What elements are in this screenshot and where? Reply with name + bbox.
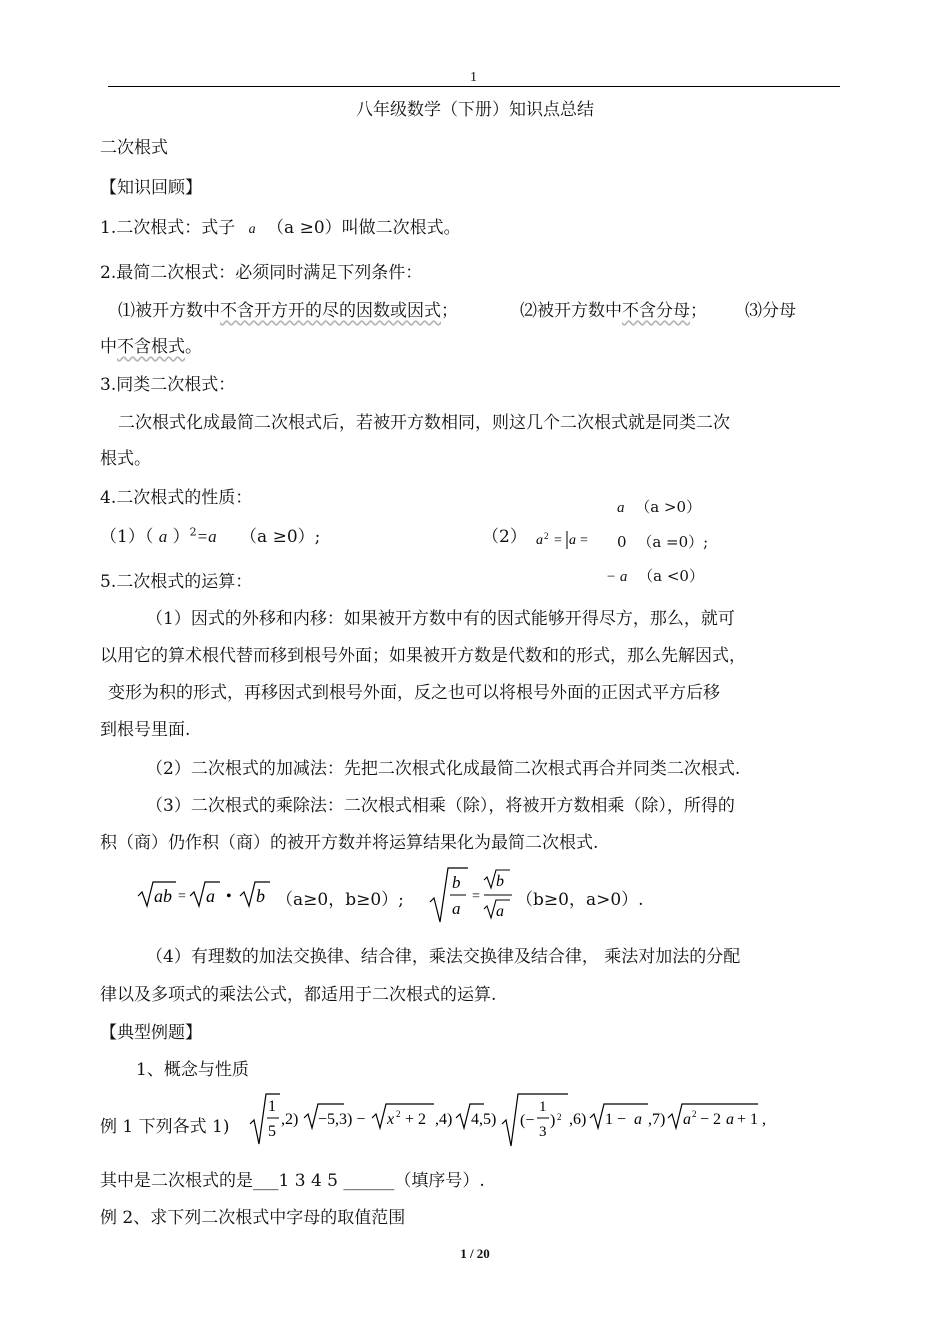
- def2-c2-a: ⑵被开方数中: [520, 301, 622, 321]
- case1-val: a: [617, 500, 625, 516]
- svg-text:a: a: [496, 903, 504, 920]
- section-heading: 二次根式: [100, 138, 168, 158]
- svg-text:ab: ab: [154, 886, 172, 906]
- svg-text:1 −: 1 −: [605, 1111, 627, 1128]
- case2-cond: （a =0）;: [637, 533, 709, 551]
- svg-text:,4): ,4): [435, 1111, 453, 1128]
- svg-text:•: •: [226, 888, 232, 905]
- footer-page: 1 / 20: [460, 1246, 490, 1261]
- svg-text:=: =: [580, 533, 588, 548]
- svg-text:b: b: [256, 886, 265, 906]
- formula-quotient-cond: （b≥0，a>0）.: [516, 890, 644, 910]
- formula-quotient: [428, 864, 518, 931]
- ex2: 例 2、求下列二次根式中字母的取值范围: [100, 1208, 406, 1228]
- formula-product-cond: （a≥0，b≥0）;: [276, 890, 404, 910]
- header-rule: [108, 86, 840, 87]
- svg-text:2: 2: [396, 1109, 401, 1119]
- def5-heading: 5.二次根式的运算：: [100, 572, 253, 592]
- def2-c3-b: 中: [100, 337, 117, 357]
- svg-text:3: 3: [539, 1124, 547, 1140]
- svg-text:,7): ,7): [648, 1111, 666, 1128]
- rule1-line3: 变形为积的形式，再移因式到根号外面，反之也可以将根号外面的正因式平方后移: [108, 683, 720, 703]
- def2-cond3: ⑶分母: [745, 301, 796, 321]
- case-3: [606, 565, 704, 586]
- case1-cond: （a >0）: [635, 498, 702, 516]
- p1-cond: （a ≥0）;: [240, 527, 321, 547]
- rule2: （2）二次根式的加减法：先把二次根式化成最简二次根式再合并同类二次根式.: [146, 759, 741, 779]
- p2-lhs-svg: [536, 530, 596, 552]
- p1-var: a: [158, 527, 168, 546]
- def2-c1-a: ⑴被开方数中: [118, 301, 220, 321]
- p1-close: ）: [172, 527, 190, 547]
- svg-text:−5,3) −: −5,3) −: [318, 1111, 366, 1128]
- p1-label: （1）（: [100, 527, 154, 547]
- svg-text:a: a: [634, 1111, 642, 1128]
- case-2: [617, 531, 708, 552]
- p2-label: （2）: [482, 527, 527, 547]
- page-title: 八年级数学（下册）知识点总结: [356, 100, 594, 120]
- svg-text:− 2: − 2: [700, 1111, 722, 1128]
- svg-text:+ 2: + 2: [405, 1111, 427, 1128]
- p1-sup: 2: [189, 525, 197, 539]
- rule1-line2: 以用它的算术根代替而移到根号外面；如果被开方数是代数和的形式，那么先解因式，: [100, 646, 746, 666]
- rule1-line4: 到根号里面.: [100, 720, 191, 740]
- svg-text:2: 2: [692, 1109, 697, 1119]
- def3-heading: 3.同类二次根式：: [100, 375, 236, 395]
- examples-sub1: 1、概念与性质: [136, 1060, 249, 1080]
- rule1-line1: （1）因式的外移和内移：如果被开方数中有的因式能够开得尽方，那么，就可: [146, 609, 735, 629]
- def2-cond1: [118, 296, 458, 321]
- rule4-line2: 律以及多项式的乘法公式，都适用于二次根式的运算.: [100, 985, 497, 1005]
- def2-c1-c: ；: [441, 301, 458, 321]
- svg-text:x: x: [387, 1111, 395, 1128]
- review-heading: 【知识回顾】: [100, 178, 202, 198]
- header-page-number: 1: [470, 70, 477, 85]
- formula-product: [136, 874, 276, 919]
- def2-c3-c: 不含根式: [117, 337, 185, 357]
- case-1: [617, 496, 701, 517]
- svg-text:=: =: [472, 889, 480, 904]
- svg-text:a: a: [726, 1111, 734, 1128]
- formula-quotient-svg: [428, 864, 518, 926]
- def1-cond: （a ≥0）叫做二次根式。: [267, 218, 461, 238]
- svg-text:4,5): 4,5): [471, 1111, 497, 1128]
- rule3-line2: 积（商）仍作积（商）的被开方数并将运算结果化为最简二次根式.: [100, 833, 599, 853]
- def1-line: [100, 213, 461, 238]
- rule4-line1: （4）有理数的加法交换律、结合律，乘法交换律及结合律， 乘法对加法的分配: [146, 947, 741, 967]
- svg-text:(−: (−: [520, 1112, 535, 1129]
- svg-text:b: b: [496, 873, 504, 890]
- svg-text:a: a: [569, 533, 576, 548]
- def2-c1-b: 不含开方开的尽的因数或因式: [220, 301, 441, 321]
- svg-text:2: 2: [557, 1112, 562, 1122]
- def3-line1: 二次根式化成最简二次根式后，若被开方数相同，则这几个二次根式就是同类二次: [118, 413, 730, 433]
- svg-text:,2): ,2): [281, 1111, 299, 1128]
- svg-text:,: ,: [762, 1111, 766, 1128]
- case3-cond: （a <0）: [638, 567, 704, 585]
- svg-text:=: =: [554, 533, 562, 548]
- def2-heading: 2.最简二次根式：必须同时满足下列条件：: [100, 263, 423, 283]
- property-1: [100, 522, 320, 547]
- ex1-expressions-svg: [248, 1090, 778, 1150]
- svg-text:2: 2: [544, 531, 549, 541]
- rule3-line1: （3）二次根式的乘除法：二次根式相乘（除），将被开方数相乘（除），所得的: [146, 796, 735, 816]
- def1-var: a: [248, 222, 256, 237]
- svg-text:a: a: [683, 1111, 691, 1128]
- svg-text:b: b: [452, 873, 461, 892]
- case2-val: 0: [617, 533, 627, 551]
- def2-c2-b: 不含分母: [622, 301, 690, 321]
- def2-cond2: [520, 296, 707, 321]
- p2-lhs: [536, 530, 596, 557]
- formula-product-svg: [136, 874, 276, 914]
- svg-text:,6): ,6): [569, 1111, 587, 1128]
- examples-heading: 【典型例题】: [100, 1023, 202, 1043]
- def2-c3-d: 。: [185, 337, 202, 357]
- svg-text:a: a: [206, 886, 215, 906]
- svg-text:a: a: [452, 899, 461, 918]
- svg-text:5: 5: [268, 1123, 276, 1140]
- def1-prefix: 1.二次根式：式子: [100, 218, 236, 238]
- def2-c2-c: ；: [690, 301, 707, 321]
- svg-text:1: 1: [268, 1098, 276, 1115]
- def3-line2: 根式。: [100, 449, 151, 469]
- svg-text:=: =: [178, 889, 186, 904]
- svg-text:+ 1: + 1: [737, 1111, 759, 1128]
- def2-cond3-cont: [100, 332, 202, 357]
- svg-text:a: a: [536, 533, 543, 548]
- ex1-prefix: 例 1 下列各式 1): [100, 1117, 230, 1137]
- svg-text:1: 1: [539, 1099, 547, 1115]
- def4-heading: 4.二次根式的性质：: [100, 488, 253, 508]
- ex1-expressions: [248, 1090, 778, 1155]
- case3-val: − a: [606, 569, 628, 585]
- p1-eq: =a: [196, 527, 217, 546]
- ex1-answer: 其中是二次根式的是___1 3 4 5 ______（填序号）.: [100, 1171, 485, 1191]
- svg-text:): ): [550, 1112, 556, 1129]
